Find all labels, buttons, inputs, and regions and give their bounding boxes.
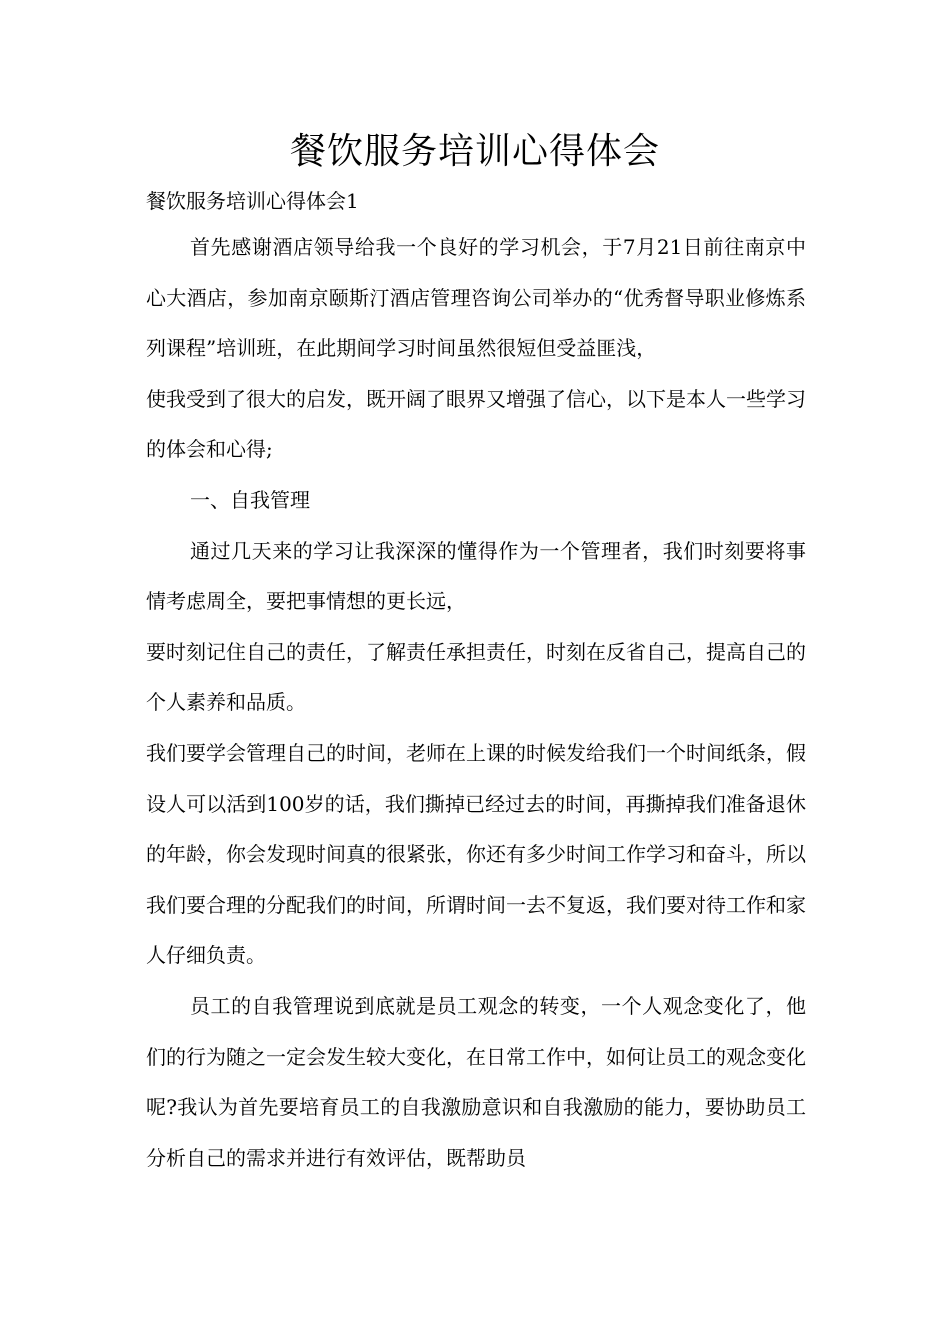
paragraph-intro: 首先感谢酒店领导给我一个良好的学习机会，于7月21日前往南京中心大酒店，参加南京颐斯汀酒店管理咨询公司举办的“优秀督导职业修炼系列课程”培训班，在此期间学习时间虽然很短但受益匪浅， xyxy=(146,235,806,361)
document-title: 餐饮服务培训心得体会 xyxy=(289,131,660,172)
section-heading: 餐饮服务培训心得体会1 xyxy=(146,189,359,213)
paragraph-inspiration: 使我受到了很大的启发，既开阔了眼界又增强了信心，以下是本人一些学习的体会和心得; xyxy=(146,386,806,462)
paragraph-time-management: 我们要学会管理自己的时间，老师在上课的时候发给我们一个时间纸条，假设人可以活到100岁的话，我们撕掉已经过去的时间，再撕掉我们准备退休的年龄，你会发现时间真的很紧张，你还有多少时间工作学习和奋斗，所以我们要合理的分配我们的时间，所谓时间一去不复返，我们要对待工作和家人仔细负责。 xyxy=(146,740,806,968)
paragraph-responsibility: 要时刻记住自己的责任，了解责任承担责任，时刻在反省自己，提高自己的个人素养和品质。 xyxy=(146,639,806,715)
paragraph-manager-thinking: 通过几天来的学习让我深深的懂得作为一个管理者，我们时刻要将事情考虑周全，要把事情想的更长远， xyxy=(146,538,806,614)
document-body xyxy=(146,222,806,1183)
subheading-self-management: 一、自我管理 xyxy=(190,487,310,512)
paragraph-employee-mindset: 员工的自我管理说到底就是员工观念的转变，一个人观念变化了，他们的行为随之一定会发生较大变化，在日常工作中，如何让员工的观念变化呢?我认为首先要培育员工的自我激励意识和自我激励的能力，要协助员工分析自己的需求并进行有效评估，既帮助员 xyxy=(146,993,806,1170)
